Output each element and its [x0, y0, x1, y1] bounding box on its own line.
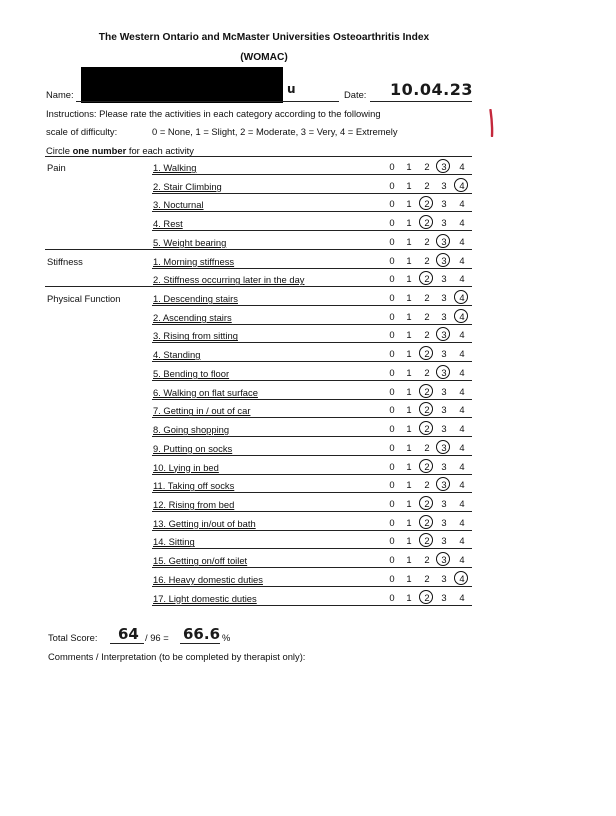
activity-label: 5. Bending to floor [153, 367, 230, 379]
table-row [0, 462, 616, 480]
activity-label: 2. Ascending stairs [153, 311, 232, 323]
rating-option[interactable]: 0 [389, 235, 395, 247]
rating-option[interactable]: 4 [459, 310, 465, 322]
rating-option[interactable]: 3 [441, 441, 447, 453]
rating-option[interactable]: 1 [406, 179, 412, 191]
rating-option[interactable]: 1 [406, 329, 412, 341]
rating-option[interactable]: 3 [441, 198, 447, 210]
total-score-value: 64 [118, 625, 139, 643]
rating-option[interactable]: 1 [406, 497, 412, 509]
activity-label: 14. Sitting [153, 536, 195, 548]
rating-option[interactable]: 1 [406, 366, 412, 378]
rating-option[interactable]: 2 [424, 198, 430, 210]
activity-label: 17. Light domestic duties [153, 592, 257, 604]
rating-option[interactable]: 1 [406, 516, 412, 528]
rating-option[interactable]: 0 [389, 273, 395, 285]
table-row [0, 443, 616, 461]
row-underline [152, 511, 472, 512]
rating-option[interactable]: 3 [441, 479, 447, 491]
date-underline [370, 101, 472, 102]
rating-option[interactable]: 4 [459, 572, 465, 584]
form-title: The Western Ontario and McMaster Universities Osteoarthritis Index [98, 32, 430, 43]
rating-option[interactable]: 0 [389, 385, 395, 397]
scale-legend: 0 = None, 1 = Slight, 2 = Moderate, 3 = Very, 4 = Extremely [152, 126, 398, 137]
rating-option[interactable]: 1 [406, 348, 412, 360]
rating-option[interactable]: 3 [441, 460, 447, 472]
rating-option[interactable]: 3 [441, 404, 447, 416]
selected-rating-circle-icon [419, 590, 433, 604]
rating-option[interactable]: 3 [441, 572, 447, 584]
rating-option[interactable]: 2 [424, 217, 430, 229]
rating-option[interactable]: 3 [441, 254, 447, 266]
table-row [0, 536, 616, 554]
row-underline [152, 492, 472, 493]
table-row [0, 162, 616, 180]
rating-option[interactable]: 3 [441, 292, 447, 304]
rating-option[interactable]: 0 [389, 329, 395, 341]
rating-option[interactable]: 0 [389, 441, 395, 453]
rating-option[interactable]: 4 [459, 497, 465, 509]
table-row [0, 237, 616, 255]
activity-label: 2. Stair Climbing [153, 180, 222, 192]
activity-label: 6. Walking on flat surface [153, 386, 258, 398]
activity-label: 1. Descending stairs [153, 293, 238, 305]
rating-option[interactable]: 4 [459, 516, 465, 528]
rating-option[interactable]: 0 [389, 366, 395, 378]
section-label: Pain [47, 162, 66, 173]
activity-label: 9. Putting on socks [153, 442, 233, 454]
row-underline [152, 567, 472, 568]
row-underline [45, 286, 472, 287]
table-row [0, 574, 616, 592]
rating-option[interactable]: 2 [424, 235, 430, 247]
rating-option[interactable]: 1 [406, 479, 412, 491]
table-row [0, 274, 616, 292]
row-underline [152, 268, 472, 269]
rating-option[interactable]: 3 [441, 217, 447, 229]
name-underline [76, 101, 339, 102]
rating-option[interactable]: 1 [406, 423, 412, 435]
rating-option[interactable]: 1 [406, 273, 412, 285]
rating-option[interactable]: 0 [389, 479, 395, 491]
rating-option[interactable]: 0 [389, 423, 395, 435]
activity-label: 15. Getting on/off toilet [153, 555, 248, 567]
rating-option[interactable]: 4 [459, 273, 465, 285]
rating-option[interactable]: 0 [389, 535, 395, 547]
rating-option[interactable]: 4 [459, 441, 465, 453]
rating-option[interactable]: 0 [389, 572, 395, 584]
activity-label: 1. Walking [153, 162, 197, 173]
total-underline [110, 643, 144, 644]
rating-option[interactable]: 4 [459, 198, 465, 210]
rating-option[interactable]: 4 [459, 254, 465, 266]
row-underline [152, 474, 472, 475]
rating-option[interactable]: 1 [406, 310, 412, 322]
activity-label: 12. Rising from bed [153, 498, 235, 510]
activity-label: 16. Heavy domestic duties [153, 573, 263, 585]
percent-underline [180, 643, 220, 644]
table-row [0, 256, 616, 274]
row-underline [152, 230, 472, 231]
table-row [0, 312, 616, 330]
rating-option[interactable]: 1 [406, 535, 412, 547]
table-row [0, 368, 616, 386]
row-underline [152, 193, 472, 194]
rating-option[interactable]: 2 [424, 460, 430, 472]
selected-rating-circle-icon [436, 253, 450, 267]
rating-option[interactable]: 4 [459, 348, 465, 360]
percent-sign: % [222, 632, 231, 643]
form-subtitle: (WOMAC) [240, 52, 288, 63]
activity-label: 13. Getting in/out of bath [153, 517, 256, 529]
rating-option[interactable]: 0 [389, 591, 395, 603]
rating-option[interactable]: 2 [424, 497, 430, 509]
rating-option[interactable]: 2 [424, 161, 430, 172]
pen-mark-icon [489, 109, 494, 137]
table-row [0, 330, 616, 348]
rating-option[interactable]: 1 [406, 292, 412, 304]
rating-option[interactable]: 1 [406, 161, 412, 172]
activity-label: 4. Standing [153, 349, 201, 361]
table-row [0, 555, 616, 573]
rating-option[interactable]: 2 [424, 572, 430, 584]
row-underline [152, 548, 472, 549]
rating-option[interactable]: 2 [424, 385, 430, 397]
activity-label: 10. Lying in bed [153, 461, 219, 473]
rating-option[interactable]: 3 [441, 554, 447, 566]
row-underline [152, 305, 472, 306]
rating-option[interactable]: 2 [424, 516, 430, 528]
selected-rating-circle-icon [419, 384, 433, 398]
table-row [0, 218, 616, 236]
rating-option[interactable]: 2 [424, 329, 430, 341]
rating-option[interactable]: 2 [424, 366, 430, 378]
instructions-line: Instructions: Please rate the activities in each category according to the following [46, 108, 381, 119]
table-row [0, 199, 616, 217]
rating-option[interactable]: 4 [459, 179, 465, 191]
row-underline [152, 174, 472, 175]
rating-option[interactable]: 2 [424, 591, 430, 603]
row-underline [152, 380, 472, 381]
rating-option[interactable]: 1 [406, 235, 412, 247]
rating-option[interactable]: 1 [406, 460, 412, 472]
rating-option[interactable]: 1 [406, 254, 412, 266]
activity-label: 2. Stiffness occurring later in the day [153, 274, 305, 286]
rating-option[interactable]: 2 [424, 535, 430, 547]
rating-option[interactable]: 3 [441, 329, 447, 341]
section-label: Stiffness [47, 255, 83, 267]
rating-option[interactable]: 0 [389, 516, 395, 528]
rating-option[interactable]: 4 [459, 404, 465, 416]
comments-label: Comments / Interpretation (to be completed by therapist only): [48, 651, 306, 662]
rating-option[interactable]: 2 [424, 254, 430, 266]
rating-option[interactable]: 2 [424, 479, 430, 491]
row-underline [152, 455, 472, 456]
selected-rating-circle-icon [419, 459, 433, 473]
row-underline [152, 324, 472, 325]
rating-option[interactable]: 4 [459, 460, 465, 472]
rating-option[interactable]: 3 [441, 516, 447, 528]
redacted-name [81, 67, 283, 103]
rating-option[interactable]: 1 [406, 441, 412, 453]
rating-option[interactable]: 0 [389, 348, 395, 360]
table-row [0, 405, 616, 423]
selected-rating-circle-icon [419, 515, 433, 529]
total-denominator: / 96 = [145, 632, 169, 643]
rating-option[interactable]: 4 [459, 591, 465, 603]
row-underline [152, 399, 472, 400]
row-underline [152, 417, 472, 418]
total-percent-value: 66.6 [183, 625, 221, 643]
activity-label: 5. Weight bearing [153, 236, 227, 248]
rating-option[interactable]: 0 [389, 254, 395, 266]
rating-option[interactable]: 2 [424, 441, 430, 453]
rating-option[interactable]: 1 [406, 554, 412, 566]
rating-option[interactable]: 1 [406, 591, 412, 603]
activity-label: 7. Getting in / out of car [153, 405, 251, 417]
section-label: Physical Function [47, 293, 121, 305]
rating-option[interactable]: 4 [459, 554, 465, 566]
rating-option[interactable]: 1 [406, 404, 412, 416]
row-underline [152, 342, 472, 343]
rating-option[interactable]: 3 [441, 366, 447, 378]
rating-option[interactable]: 3 [441, 179, 447, 191]
rating-option[interactable]: 1 [406, 217, 412, 229]
row-underline [152, 586, 472, 587]
activity-label: 3. Rising from sitting [153, 330, 238, 342]
rating-option[interactable]: 1 [406, 572, 412, 584]
activity-label: 4. Rest [153, 218, 183, 230]
rating-option[interactable]: 0 [389, 292, 395, 304]
handwritten-mark: u [287, 82, 296, 96]
rating-option[interactable]: 3 [441, 385, 447, 397]
rating-option[interactable]: 3 [441, 161, 447, 172]
name-label: Name: [46, 89, 74, 100]
rating-option[interactable]: 4 [459, 423, 465, 435]
instruction-underline [45, 156, 472, 157]
rating-option[interactable]: 3 [441, 273, 447, 285]
rating-option[interactable]: 2 [424, 423, 430, 435]
rating-option[interactable]: 0 [389, 497, 395, 509]
activity-label: 3. Nocturnal [153, 199, 204, 211]
rating-option[interactable]: 2 [424, 554, 430, 566]
rating-option[interactable]: 3 [441, 235, 447, 247]
rating-option[interactable]: 4 [459, 292, 465, 304]
rating-option[interactable]: 1 [406, 385, 412, 397]
rating-option[interactable]: 4 [459, 385, 465, 397]
rating-option[interactable]: 4 [459, 217, 465, 229]
table-row [0, 387, 616, 405]
table-row [0, 499, 616, 517]
row-underline [152, 436, 472, 437]
total-score-label: Total Score: [48, 632, 98, 643]
activity-label: 1. Morning stiffness [153, 255, 235, 267]
rating-option[interactable]: 0 [389, 460, 395, 472]
rating-option[interactable]: 2 [424, 292, 430, 304]
circle-instruction: Circle one number for each activity [46, 145, 194, 156]
rating-option[interactable]: 3 [441, 497, 447, 509]
rating-option[interactable]: 4 [459, 366, 465, 378]
rating-option[interactable]: 0 [389, 198, 395, 210]
rating-option[interactable]: 2 [424, 404, 430, 416]
rating-option[interactable]: 0 [389, 179, 395, 191]
table-row [0, 424, 616, 442]
rating-option[interactable]: 2 [424, 348, 430, 360]
row-underline [152, 211, 472, 212]
rating-option[interactable]: 3 [441, 423, 447, 435]
rating-option[interactable]: 4 [459, 161, 465, 172]
row-underline [152, 605, 472, 606]
rating-option[interactable]: 2 [424, 273, 430, 285]
row-underline [152, 530, 472, 531]
table-row [0, 181, 616, 199]
table-row [0, 593, 616, 611]
table-row [0, 518, 616, 536]
table-row [0, 480, 616, 498]
scale-label: scale of difficulty: [46, 126, 118, 137]
rating-option[interactable]: 4 [459, 535, 465, 547]
rating-option[interactable]: 3 [441, 591, 447, 603]
date-label: Date: [344, 89, 367, 100]
activity-label: 11. Taking off socks [153, 480, 235, 492]
rating-option[interactable]: 2 [424, 179, 430, 191]
rating-option[interactable]: 3 [441, 310, 447, 322]
rating-option[interactable]: 3 [441, 535, 447, 547]
activity-label: 8. Going shopping [153, 424, 230, 436]
rating-option[interactable]: 1 [406, 198, 412, 210]
rating-option[interactable]: 4 [459, 235, 465, 247]
table-row [0, 349, 616, 367]
rating-option[interactable]: 2 [424, 310, 430, 322]
rating-option[interactable]: 4 [459, 479, 465, 491]
row-underline [45, 249, 472, 250]
rating-option[interactable]: 3 [441, 348, 447, 360]
date-value: 10.04.23 [390, 80, 473, 99]
rating-option[interactable]: 4 [459, 329, 465, 341]
rating-option[interactable]: 0 [389, 310, 395, 322]
table-row [0, 293, 616, 311]
rating-option[interactable]: 0 [389, 554, 395, 566]
rating-option[interactable]: 0 [389, 404, 395, 416]
rating-option[interactable]: 0 [389, 161, 395, 172]
rating-option[interactable]: 0 [389, 217, 395, 229]
row-underline [152, 361, 472, 362]
